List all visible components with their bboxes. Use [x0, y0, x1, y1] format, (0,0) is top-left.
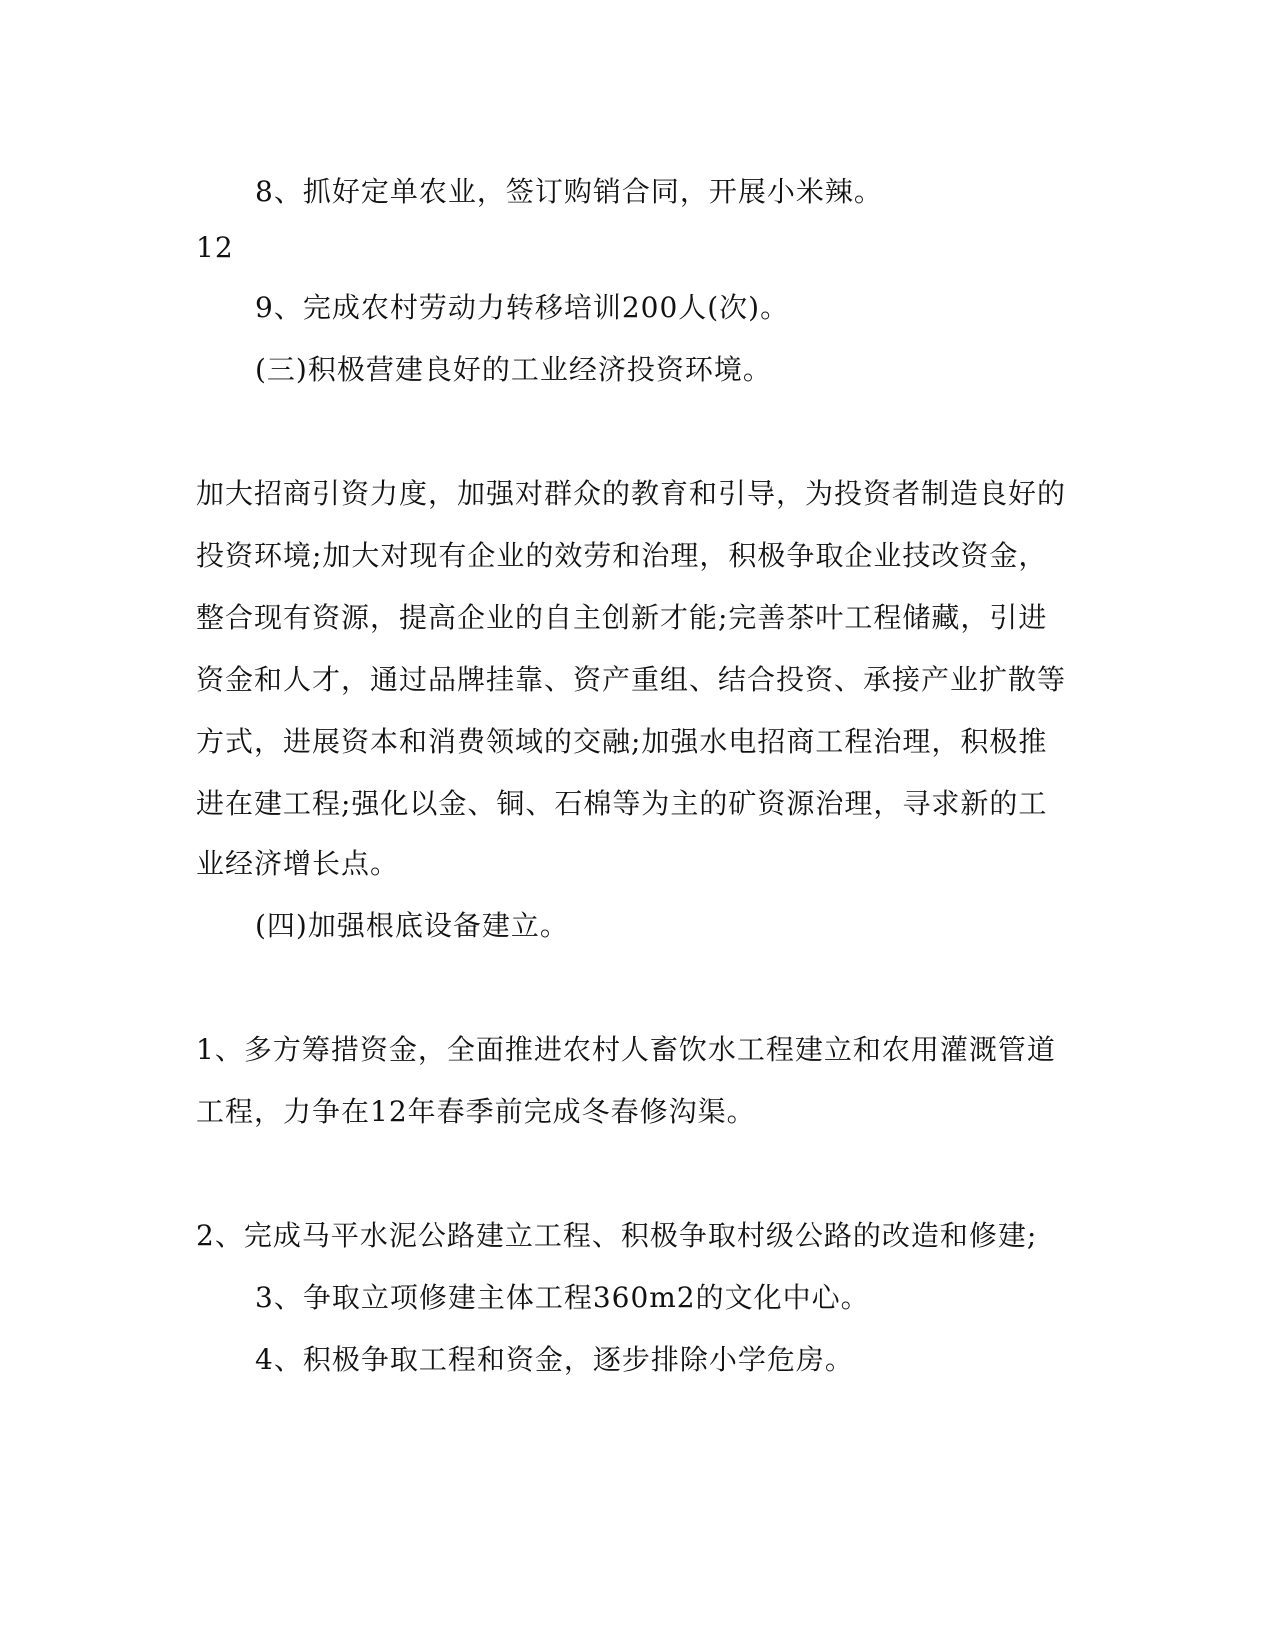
item-1-line-1: 1、多方筹措资金，全面推进农村人畜饮水工程建立和农用灌溉管道 [196, 1033, 1056, 1066]
paragraph-line-5: 方式，进展资本和消费领域的交融;加强水电招商工程治理，积极推 [196, 725, 1048, 758]
paragraph-line-7: 业经济增长点。 [196, 847, 400, 880]
item-1-line-2: 工程，力争在12年春季前完成冬春修沟渠。 [196, 1095, 756, 1128]
section-4-heading: (四)加强根底设备建立。 [255, 909, 569, 942]
paragraph-line-6: 进在建工程;强化以金、铜、石棉等为主的矿资源治理，寻求新的工 [196, 787, 1048, 820]
page-number: 12 [196, 231, 234, 264]
section-3-heading: (三)积极营建良好的工业经济投资环境。 [255, 353, 772, 386]
paragraph-line-1: 加大招商引资力度，加强对群众的教育和引导，为投资者制造良好的 [196, 477, 1067, 510]
paragraph-line-4: 资金和人才，通过品牌挂靠、资产重组、结合投资、承接产业扩散等 [196, 663, 1067, 696]
paragraph-line-2: 投资环境;加大对现有企业的效劳和治理，积极争取企业技改资金， [196, 539, 1048, 572]
paragraph-line-3: 整合现有资源，提高企业的自主创新才能;完善茶叶工程储藏，引进 [196, 601, 1048, 634]
item-8-line: 8、抓好定单农业，签订购销合同，开展小米辣。 [255, 175, 883, 208]
item-4-line: 4、积极争取工程和资金，逐步排除小学危房。 [255, 1343, 854, 1376]
item-3-line: 3、争取立项修建主体工程360m2的文化中心。 [255, 1281, 870, 1314]
item-2-line: 2、完成马平水泥公路建立工程、积极争取村级公路的改造和修建; [196, 1219, 1038, 1252]
item-9-line: 9、完成农村劳动力转移培训200人(次)。 [255, 291, 790, 324]
